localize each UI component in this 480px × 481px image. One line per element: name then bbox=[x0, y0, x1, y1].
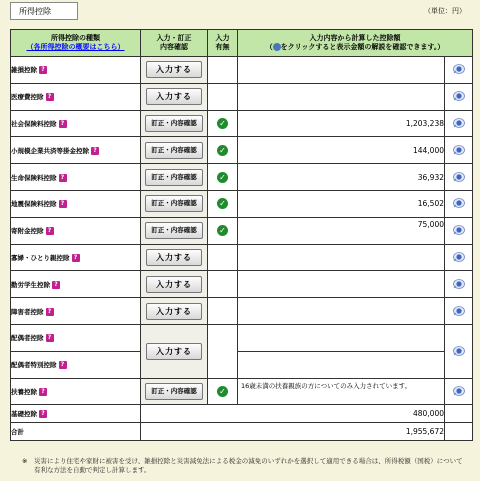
input-button[interactable]: 入力する bbox=[146, 276, 202, 293]
deduction-amount: 16,502 bbox=[238, 190, 445, 217]
help-info-button[interactable] bbox=[445, 190, 473, 217]
help-info-icon bbox=[273, 43, 281, 51]
deduction-label-cell bbox=[11, 190, 141, 217]
table-row bbox=[11, 190, 473, 217]
edit-confirm-button[interactable]: 訂正・内容確認 bbox=[145, 195, 203, 212]
deduction-label-cell bbox=[11, 271, 141, 298]
deduction-label: 配偶者特別控除 bbox=[11, 361, 57, 370]
action-cell bbox=[141, 271, 208, 298]
edit-confirm-button[interactable]: 訂正・内容確認 bbox=[145, 115, 203, 132]
status-cell bbox=[208, 190, 238, 217]
help-info-icon bbox=[452, 307, 465, 315]
help-info-icon bbox=[452, 387, 465, 395]
deduction-label-cell bbox=[11, 351, 141, 378]
deduction-label: 障害者控除 bbox=[11, 307, 44, 316]
deduction-table bbox=[10, 29, 473, 441]
help-info-button[interactable] bbox=[445, 137, 473, 164]
check-icon: ✓ bbox=[217, 145, 228, 156]
action-cell bbox=[141, 57, 208, 84]
edit-confirm-button[interactable]: 訂正・内容確認 bbox=[145, 383, 203, 400]
help-info-button[interactable] bbox=[445, 324, 473, 378]
deduction-amount bbox=[238, 83, 445, 110]
action-cell bbox=[141, 110, 208, 137]
check-icon: ✓ bbox=[217, 198, 228, 209]
help-info-icon bbox=[452, 253, 465, 261]
header-amount-pre: （ bbox=[265, 43, 273, 51]
deduction-label-cell bbox=[11, 298, 141, 325]
action-cell bbox=[141, 298, 208, 325]
help-info-icon bbox=[452, 347, 465, 355]
input-button[interactable]: 入力する bbox=[146, 249, 202, 266]
help-info-icon bbox=[452, 66, 465, 74]
overview-link[interactable]: （各所得控除の概要はこちら） bbox=[26, 43, 125, 51]
question-icon[interactable]: ? bbox=[46, 93, 54, 101]
status-cell bbox=[208, 298, 238, 325]
deduction-amount: 36,932 bbox=[238, 164, 445, 191]
deduction-label: 寡婦・ひとり親控除 bbox=[11, 253, 70, 262]
deduction-label-cell bbox=[11, 137, 141, 164]
help-info-button[interactable] bbox=[445, 378, 473, 405]
unit-label: （単位：円） bbox=[424, 7, 466, 15]
deduction-amount: 144,000 bbox=[238, 137, 445, 164]
action-cell bbox=[141, 190, 208, 217]
deduction-label: 生命保険料控除 bbox=[11, 173, 57, 182]
status-cell bbox=[208, 57, 238, 84]
footnote: 災害により住宅や家財に被害を受け、雑損控除と災害減免法による税金の減免のいずれかを選択して適用できる場合は、所得税額（国税）について有利な方法を自動で判定し計算します。 bbox=[34, 457, 463, 474]
check-icon: ✓ bbox=[217, 386, 228, 397]
action-cell bbox=[141, 244, 208, 271]
question-icon[interactable]: ? bbox=[91, 147, 99, 155]
help-info-button[interactable] bbox=[445, 244, 473, 271]
action-cell bbox=[141, 378, 208, 405]
deduction-label-cell bbox=[11, 164, 141, 191]
header-status bbox=[208, 30, 238, 57]
status-cell bbox=[208, 324, 238, 378]
deduction-label: 雑損控除 bbox=[11, 66, 37, 75]
edit-confirm-button[interactable]: 訂正・内容確認 bbox=[145, 222, 203, 239]
question-icon[interactable]: ? bbox=[39, 66, 47, 74]
check-icon: ✓ bbox=[217, 118, 228, 129]
status-cell bbox=[208, 271, 238, 298]
edit-confirm-button[interactable]: 訂正・内容確認 bbox=[145, 142, 203, 159]
deduction-amount: 75,000 bbox=[238, 217, 445, 244]
question-icon[interactable]: ? bbox=[59, 200, 67, 208]
deduction-label: 勤労学生控除 bbox=[11, 280, 50, 289]
deduction-amount bbox=[238, 244, 445, 271]
total-label: 合計 bbox=[11, 423, 141, 441]
action-cell bbox=[141, 217, 208, 244]
header-status-line2: 有無 bbox=[215, 43, 230, 51]
help-info-button[interactable] bbox=[445, 271, 473, 298]
status-cell bbox=[208, 110, 238, 137]
question-icon[interactable]: ? bbox=[59, 174, 67, 182]
deduction-label: 地震保険料控除 bbox=[11, 200, 57, 209]
total-amount: 1,955,672 bbox=[141, 423, 445, 441]
deduction-label: 基礎控除 bbox=[11, 410, 37, 419]
deduction-amount bbox=[238, 298, 445, 325]
help-info-icon bbox=[452, 93, 465, 101]
help-info-icon bbox=[452, 227, 465, 235]
table-row bbox=[11, 57, 473, 84]
help-info-button[interactable] bbox=[445, 83, 473, 110]
table-row bbox=[11, 244, 473, 271]
table-row bbox=[11, 378, 473, 405]
help-info-button[interactable] bbox=[445, 57, 473, 84]
table-row bbox=[11, 110, 473, 137]
header-amount-line2 bbox=[238, 43, 472, 52]
deduction-amount bbox=[238, 324, 445, 351]
deduction-label: 医療費控除 bbox=[11, 93, 44, 102]
table-row bbox=[11, 83, 473, 110]
question-icon[interactable]: ? bbox=[46, 308, 54, 316]
header-type-title: 所得控除の種類 bbox=[51, 34, 100, 42]
action-cell bbox=[141, 83, 208, 110]
status-cell bbox=[208, 137, 238, 164]
footnote-mark: ※ bbox=[22, 457, 28, 465]
basic-amount: 480,000 bbox=[141, 405, 445, 423]
table-row bbox=[11, 164, 473, 191]
tab-income-deduction[interactable]: 所得控除 bbox=[10, 2, 78, 20]
table-row bbox=[11, 298, 473, 325]
help-info-icon bbox=[452, 280, 465, 288]
status-cell bbox=[208, 244, 238, 271]
deduction-label-cell bbox=[11, 324, 141, 351]
input-button[interactable]: 入力する bbox=[146, 88, 202, 105]
dependents-note: 16歳未満の扶養親族の方についてのみ入力されています。 bbox=[238, 378, 445, 405]
action-cell bbox=[141, 324, 208, 378]
question-icon[interactable]: ? bbox=[46, 227, 54, 235]
deduction-label-cell bbox=[11, 110, 141, 137]
table-row bbox=[11, 405, 473, 423]
deduction-label-cell bbox=[11, 57, 141, 84]
table-row bbox=[11, 271, 473, 298]
help-info-icon bbox=[452, 200, 465, 208]
table-row bbox=[11, 423, 473, 441]
header-type bbox=[11, 30, 141, 57]
deduction-label: 社会保険料控除 bbox=[11, 119, 57, 128]
header-amount-line1: 入力内容から計算した控除額 bbox=[309, 34, 401, 42]
deduction-label: 小規模企業共済等掛金控除 bbox=[11, 146, 89, 155]
help-info-icon bbox=[452, 119, 465, 127]
header-amount bbox=[238, 30, 473, 57]
status-cell bbox=[208, 83, 238, 110]
header-status-line1: 入力 bbox=[215, 34, 230, 42]
table-row bbox=[11, 324, 473, 351]
deduction-label-cell bbox=[11, 405, 141, 423]
input-button[interactable]: 入力する bbox=[146, 61, 202, 78]
action-cell bbox=[141, 137, 208, 164]
input-button[interactable]: 入力する bbox=[146, 303, 202, 320]
question-icon[interactable]: ? bbox=[59, 361, 67, 369]
header-input-line1: 入力・訂正 bbox=[156, 34, 192, 42]
help-info-button[interactable] bbox=[445, 110, 473, 137]
header-input bbox=[141, 30, 208, 57]
check-icon: ✓ bbox=[217, 225, 228, 236]
deduction-label: 配偶者控除 bbox=[11, 334, 44, 343]
header-input-line2: 内容確認 bbox=[160, 43, 188, 51]
deduction-label-cell bbox=[11, 83, 141, 110]
deduction-amount bbox=[238, 351, 445, 378]
help-info-icon bbox=[452, 146, 465, 154]
question-icon[interactable]: ? bbox=[72, 254, 80, 262]
deduction-amount: 1,203,238 bbox=[238, 110, 445, 137]
status-cell bbox=[208, 217, 238, 244]
table-row bbox=[11, 137, 473, 164]
check-icon: ✓ bbox=[217, 172, 228, 183]
deduction-label-cell bbox=[11, 217, 141, 244]
action-cell bbox=[141, 164, 208, 191]
help-info-button[interactable] bbox=[445, 298, 473, 325]
empty-cell bbox=[445, 405, 473, 423]
help-info-button[interactable] bbox=[445, 217, 473, 244]
table-row bbox=[11, 351, 473, 378]
help-info-icon bbox=[452, 173, 465, 181]
deduction-amount bbox=[238, 271, 445, 298]
help-info-button[interactable] bbox=[445, 164, 473, 191]
status-cell bbox=[208, 164, 238, 191]
deduction-label-cell bbox=[11, 244, 141, 271]
edit-confirm-button[interactable]: 訂正・内容確認 bbox=[145, 169, 203, 186]
input-button[interactable]: 入力する bbox=[146, 343, 202, 360]
status-cell bbox=[208, 378, 238, 405]
header-amount-post: をクリックすると表示金額の解説を確認できます。） bbox=[280, 43, 445, 51]
question-icon[interactable]: ? bbox=[59, 120, 67, 128]
table-row bbox=[11, 217, 473, 244]
deduction-label-cell bbox=[11, 378, 141, 405]
deduction-amount bbox=[238, 57, 445, 84]
question-icon[interactable]: ? bbox=[39, 388, 47, 396]
deduction-label: 扶養控除 bbox=[11, 387, 37, 396]
question-icon[interactable]: ? bbox=[52, 281, 60, 289]
question-icon[interactable]: ? bbox=[39, 410, 47, 418]
deduction-label: 寄附金控除 bbox=[11, 227, 44, 236]
empty-cell bbox=[445, 423, 473, 441]
question-icon[interactable]: ? bbox=[46, 334, 54, 342]
